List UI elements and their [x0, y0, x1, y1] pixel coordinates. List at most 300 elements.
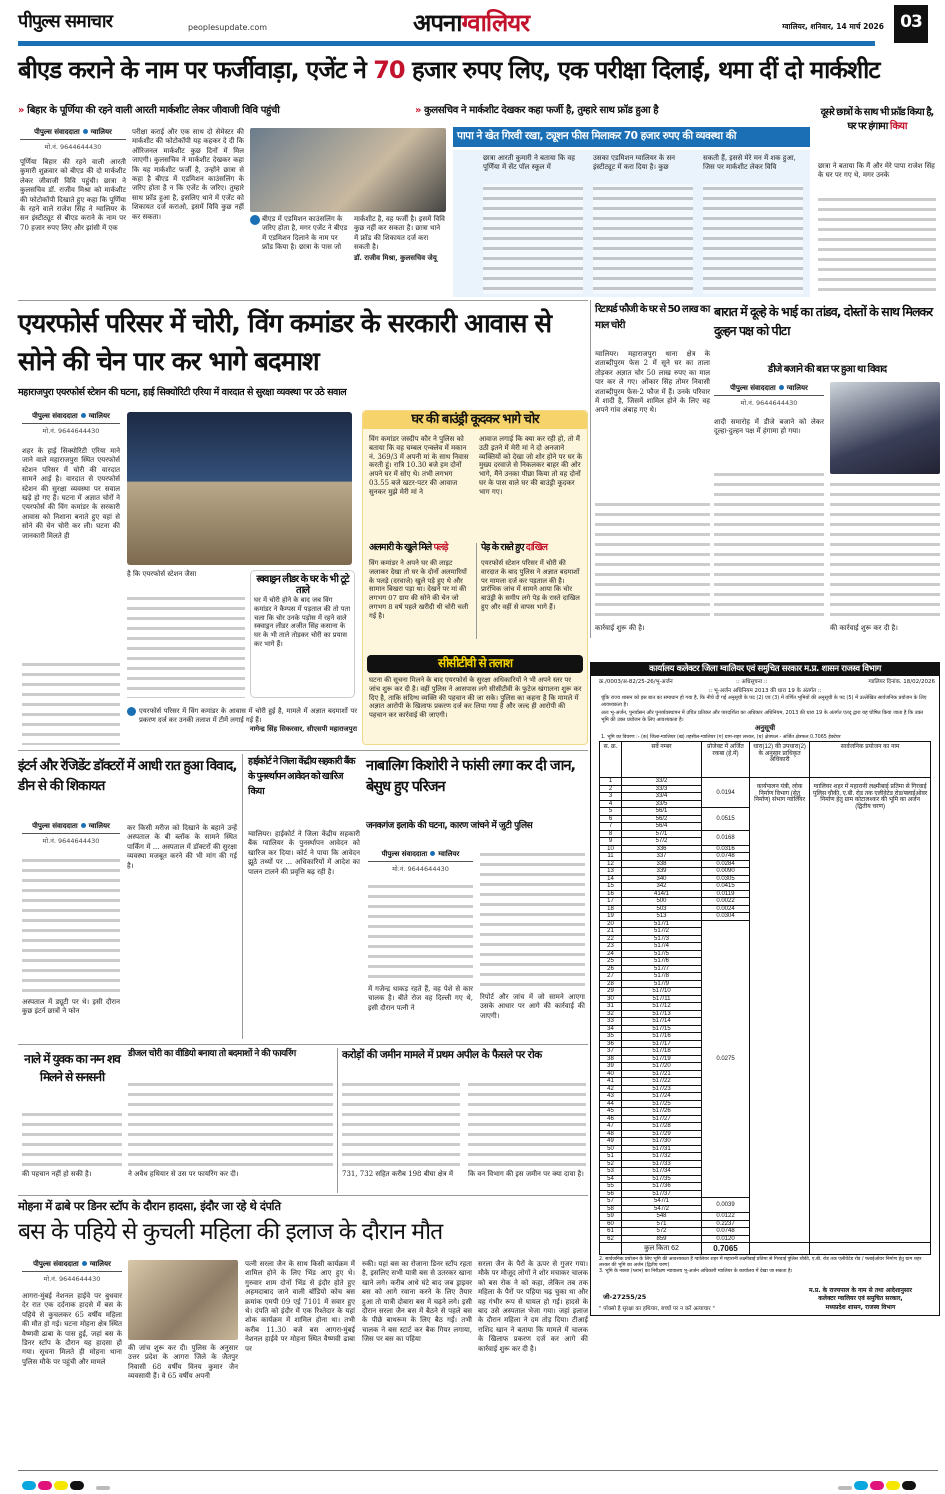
ped-text: एयरफोर्स स्टेशन परिसर में चोरी की वारदात के बाद पुलिस ने अज्ञात बदमाशों पर मामला दर्ज कर पड़ताल की है। प्रारंभिक जांच में सामने आया कि चोर बाउंड्री के समीप लगे पेड़ के रास्ते दाखिल हुए और वहीं से वापस भागे हैं। — [481, 559, 580, 611]
court-headline: हाईकोर्ट ने जिला केंद्रीय सहकारी बैंक के पुनर्स्थापन आवेदन को खारिज किया — [248, 756, 355, 797]
side-headline — [818, 106, 936, 134]
dot-icon — [779, 385, 784, 390]
lead-sub1: बिहार के पूर्णिया की रहने वाली आरती मार्कशीट लेकर जीवाजी विवि पहुंची — [27, 105, 280, 116]
lead-banner: पापा ने खेत गिरवी रखा, ट्यूशन फीस मिलाकर 70 हजार रुपए की व्यवस्था की — [453, 127, 810, 147]
area-cell: 0.0022 — [702, 898, 750, 906]
fauji-end: कार्रवाई शुरू की है। — [595, 624, 645, 632]
almari-text: विंग कमांडर ने अपने घर की लाइट जलाकर देखा तो घर के दोनों अलमारियों के पलड़े (दरवाजे) खुले पड़े हुए थे और सामान बिखरा पड़ा था। देखने पर मां की लगभग 07 ग्राम की सोने की चेन जो लगभग 8 वर्ष पहले खरीदी थी चोरी चली गई है। — [369, 559, 469, 620]
survey-cell: 517/33 — [622, 1160, 702, 1168]
area-cell: 0.0305 — [702, 875, 750, 883]
cyan-mark — [854, 1481, 868, 1490]
divider — [18, 750, 588, 751]
area-cell: 0.0275 — [702, 920, 750, 1198]
girl-headline: नाबालिग किशोरी ने फांसी लगा कर दी जान, बेसुध हुए परिजन — [366, 758, 575, 795]
arrow-icon: » — [18, 105, 25, 116]
intern-headline: इंटर्न और रेजिडेंट डॉक्टरों में आधी रात हुआ विवाद, डीन से की शिकायत — [18, 758, 237, 794]
byline-city: ग्वालियर — [786, 384, 808, 392]
divider — [476, 543, 477, 639]
survey-cell: 503 — [622, 905, 702, 913]
serial-cell: 18 — [600, 905, 622, 913]
survey-cell: 337 — [622, 853, 702, 861]
lead-col1: पूर्णिया बिहार की रहने वाली आरती कुमारी शुक्रवार को बीएड की दो मार्कशीट लेकर जीवाजी विवि पहुंची। छात्रा ने कुलसचिव डॉ. राजीव मिश्रा को मार्कशीट की फोटोकॉपी दिखाते हुए कहा कि पूर्णिया के रहने वाले राजेश सिंह ने ग्वालियर के सन इंस्टीट्यूट से बीएड कराने के नाम पर 70 हजार रुपए लिए और झांसी में एक — [20, 158, 126, 232]
box-title: घर की बाउंड्री कूदकर भागे चोर — [363, 411, 587, 429]
banner-box — [453, 150, 810, 297]
girl-body2: रिपोर्ट और जांच में जो सामने आएगा उसके आधार पर आगे की कार्रवाई की जाएगी। — [480, 993, 585, 1020]
text-lines — [22, 1110, 122, 1166]
serial-cell: 5 — [600, 808, 622, 816]
survey-cell: 517/15 — [622, 1025, 702, 1033]
serial-cell: 12 — [600, 860, 622, 868]
lead-byline-block — [20, 128, 126, 151]
lead-subhead-1 — [18, 105, 413, 116]
survey-cell: 517/19 — [622, 1055, 702, 1063]
byline-city: ग्वालियर — [438, 850, 460, 858]
byline-name: पीपुल्स संवाददाता — [32, 822, 78, 830]
area-cell: 0.0304 — [702, 913, 750, 921]
notice-label: :: अधिसूचना :: — [736, 679, 768, 686]
notice-schedule: अनुसूची — [754, 724, 776, 733]
lead-col2: परीक्षा कराई और एक साथ दो सेमेस्टर की मार्कशीट की फोटोकॉपी यह कहकर दे दी कि ऑरिजनल मार्कशीट कुछ दिनों में मिल जाएगी। कुलसचिव ने मार्कशीट देखकर कहा कि यह मार्कशीट फर्जी है, उन्होंने छात्रा से कहा है बीएड में एडमिशन काउंसलिंग के जरिए होता है न कि एजेंट के जरिए। तुम्हारे साथ फ्रॉड हुआ है, इसलिए थाने में एजेंट को शिकायत दर्ज कराओ, इसमें विवि कुछ नहीं कर सकता। — [132, 128, 244, 221]
survey-cell: 56/1 — [622, 808, 702, 816]
serial-cell: 40 — [600, 1070, 622, 1078]
serial-cell: 55 — [600, 1183, 622, 1191]
survey-cell: 342 — [622, 883, 702, 891]
notice-table-wrap — [591, 741, 939, 1255]
survey-cell: 517/30 — [622, 1138, 702, 1146]
area-cell: 0.0194 — [702, 778, 750, 808]
almari-head — [369, 543, 475, 553]
survey-cell: 517/35 — [622, 1175, 702, 1183]
serial-cell: 17 — [600, 898, 622, 906]
court-body: ग्वालियर। हाईकोर्ट ने जिला केंद्रीय सहकारी बैंक ग्वालियर के पुनर्स्थापन आवेदन को खारिज कर दिया। कोर्ट ने पाया कि आवेदन झूठे तथ्यों पर ... अधिकारियों में आदेश का पालन टालने की प्रवृत्ति बढ़ रही है। — [248, 830, 360, 876]
drain-end: की पहचान नहीं हो सकी है। — [22, 1170, 92, 1178]
divider — [18, 300, 588, 301]
survey-cell: 338 — [622, 860, 702, 868]
bus-kicker: मोहना में ढाबे पर डिनर स्टॉप के दौरान हादसा, इंदौर जा रहे थे दंपति — [18, 1199, 281, 1213]
serial-cell: 61 — [600, 1228, 622, 1236]
survey-cell: 517/16 — [622, 1033, 702, 1041]
quote-text: एयरफोर्स परिसर में विंग कमांडर के आवास में चोरी हुई है, मामले में अज्ञात बदमाशों पर प्रकरण दर्ज कर उनकी तलाश में टीमें लगाई गई हैं। — [139, 707, 357, 724]
side-head-b: किया — [889, 121, 907, 132]
serial-cell: 35 — [600, 1033, 622, 1041]
lead-headline-b: हजार रुपए लिए, एक परीक्षा दिलाई, थमा दीं दो मार्कशीट — [404, 56, 880, 84]
survey-cell: 517/10 — [622, 988, 702, 996]
survey-cell: 500 — [622, 898, 702, 906]
yellow-mark — [54, 1481, 68, 1490]
airforce-headline: एयरफोर्स परिसर में चोरी, विंग कमांडर के सरकारी आवास से सोने की चेन पार कर भागे बदमाश — [18, 309, 552, 377]
area-cell: 0.0515 — [702, 808, 750, 831]
survey-cell: 513 — [622, 913, 702, 921]
text-lines — [830, 480, 940, 620]
leader-title: स्क्वाड्रन लीडर के घर के भी टूटे ताले — [256, 574, 349, 596]
banner-col3: सकती हैं, इससे मेरे मन में शक हुआ, जिस पर मार्कशीट लेकर विवि — [703, 154, 796, 172]
survey-cell: 57/2 — [622, 838, 702, 846]
serial-cell: 42 — [600, 1085, 622, 1093]
website-link[interactable]: peoplesupdate.com — [188, 23, 268, 32]
column-header: स. क्र. — [600, 742, 622, 778]
serial-cell: 44 — [600, 1100, 622, 1108]
serial-cell: 1 — [600, 778, 622, 786]
lead-photo — [250, 128, 446, 212]
survey-cell: 517/27 — [622, 1115, 702, 1123]
divider — [18, 1044, 588, 1045]
serial-cell: 43 — [600, 1093, 622, 1101]
quote-author: डॉ. राजीव मिश्रा, कुलसचिव जेयू — [354, 252, 437, 262]
blank-cell — [810, 1243, 931, 1255]
burglar-illustration — [127, 412, 352, 565]
text-lines — [368, 882, 473, 982]
serial-cell: 62 — [600, 1235, 622, 1243]
lead-subhead-2 — [415, 105, 810, 116]
text-lines — [714, 470, 824, 620]
fauji-body: ग्वालियर। महाराजपुरा थाना क्षेत्र के शताब्दीपुरम फेस 2 में सूने घर का ताला तोड़कर अज्ञात चोर 50 लाख रुपए का माल पार कर ले गए। ओंकार सिंह तोमर निवासी शताब्दीपुरम फेस-2 फौज में हैं। उनके परिवार में शादी है, जिसमें शामिल होने के लिए वह अपने गांव अंबाह गए थे। — [595, 350, 710, 415]
survey-cell: 517/18 — [622, 1048, 702, 1056]
serial-cell: 19 — [600, 913, 622, 921]
quote-right — [354, 215, 446, 262]
serial-cell: 59 — [600, 1213, 622, 1221]
survey-cell: 517/17 — [622, 1040, 702, 1048]
area-cell: 0.0415 — [702, 883, 750, 891]
survey-cell: 859 — [622, 1235, 702, 1243]
black-mark — [70, 1481, 84, 1490]
accident-photo — [128, 1260, 238, 1340]
survey-cell: 571 — [622, 1220, 702, 1228]
survey-cell: 33/5 — [622, 800, 702, 808]
notice-ref: क्र./0003/अ-82/25-26/भू-अर्जन — [599, 679, 673, 686]
serial-cell: 11 — [600, 853, 622, 861]
serial-cell: 29 — [600, 988, 622, 996]
byline-name: पीपुल्स संवाददाता — [381, 850, 428, 858]
serial-cell: 30 — [600, 995, 622, 1003]
serial-cell: 3 — [600, 793, 622, 801]
lead-headline-num: 70 — [373, 56, 405, 84]
serial-cell: 28 — [600, 980, 622, 988]
area-cell: 0.0168 — [702, 830, 750, 845]
cyan-mark — [22, 1481, 36, 1490]
survey-cell: 33/2 — [622, 778, 702, 786]
notice-act: :: भू-अर्जन अधिनियम 2013 की धारा 19 के अंतर्गत :: — [708, 688, 822, 695]
survey-cell: 517/37 — [622, 1190, 702, 1198]
airforce-body: शहर के हाई सिक्योरिटी एरिया माने जाने वाले महाराजपुरा स्थित एयरफोर्स स्टेशन परिसर में चोरी की वारदात सामने आई है। वारदात से एयरफोर्स स्टेशन की सुरक्षा व्यवस्था पर सवाल खड़े हो गए हैं। घटना में अज्ञात चोरों ने एयरफोर्स की विंग कमांडर के सरकारी आवास को निशाना बनाते हुए वहां से सोने की चेन चोरी कर ली। घटना की जानकारी मिलते ही — [22, 447, 120, 540]
serial-cell: 13 — [600, 868, 622, 876]
byline — [22, 822, 120, 834]
byline-city: ग्वालियर — [88, 412, 110, 420]
arrow-icon: » — [415, 105, 422, 116]
baraat-photo — [830, 382, 940, 474]
serial-cell: 10 — [600, 845, 622, 853]
survey-cell: 517/8 — [622, 973, 702, 981]
text-lines — [127, 594, 245, 698]
airforce-quote — [127, 707, 357, 733]
grey-mark — [96, 1486, 110, 1490]
text-lines — [593, 184, 693, 294]
girl-subhead: जनकगंज इलाके की घटना, कारण जांचने में जुटी पुलिस — [366, 821, 533, 831]
baraat-end: की कार्रवाई शुरू कर दी है। — [830, 624, 898, 632]
survey-cell: 33/3 — [622, 785, 702, 793]
serial-cell: 31 — [600, 1003, 622, 1011]
almari-head-b: पलड़े — [433, 542, 448, 553]
black-mark — [902, 1481, 916, 1490]
dot-icon — [430, 851, 435, 856]
survey-cell: 339 — [622, 868, 702, 876]
magenta-mark — [38, 1481, 52, 1490]
sign-line3: मध्यप्रदेश शासन, राजस्व विभाग — [825, 1303, 896, 1311]
column-header: धारा(12) की उपधारा(2) के अनुसार प्राधिकृत अधिकारी — [750, 742, 810, 778]
notice-signature — [788, 1287, 933, 1313]
area-cell: 0.0024 — [702, 905, 750, 913]
survey-cell: 517/28 — [622, 1123, 702, 1131]
baraat-body: शादी समारोह में डीजे बजाने को लेकर दूल्हा-दुल्हन पक्ष में हंगामा हो गया। — [714, 418, 824, 436]
area-cell: 0.2237 — [702, 1220, 750, 1228]
banner-col2: उसका एडमिशन ग्वालियर के सन इंस्टीट्यूट में करा दिया है। कुछ — [593, 154, 676, 172]
survey-cell: 572 — [622, 1228, 702, 1236]
section-prefix: अपना — [413, 9, 462, 37]
masthead — [18, 10, 928, 44]
serial-cell: 32 — [600, 1010, 622, 1018]
divider — [337, 1048, 338, 1193]
mobile-number: मो.नं. 9644644430 — [42, 837, 100, 845]
survey-cell: 548 — [622, 1213, 702, 1221]
chor-box — [362, 410, 588, 745]
serial-cell: 15 — [600, 883, 622, 891]
serial-cell: 47 — [600, 1123, 622, 1131]
notice-refline — [591, 676, 939, 686]
serial-cell: 38 — [600, 1055, 622, 1063]
survey-cell: 517/31 — [622, 1145, 702, 1153]
diesel-headline: डीजल चोरी का वीडियो बनाया तो बदमाशों ने की फायरिंग — [128, 1049, 296, 1059]
survey-cell: 547/1 — [622, 1198, 702, 1206]
dot-icon — [83, 129, 88, 134]
survey-cell: 517/11 — [622, 995, 702, 1003]
quote-text-a: बीएड में एडमिशन काउंसलिंग के जरिए होता है, मगर एजेंट ने बीएड में एडमिशन दिलाने के नाम पर फ्रॉड किया है। छात्रा के पास जो — [262, 215, 348, 252]
leader-box — [250, 570, 355, 698]
bus-col4: रुकी। यहां बस का रोजाना डिनर स्टॉप रहता है, इसलिए सभी यात्री बस से उतरकर खाना खाने लगे। करीब आधे घंटे बाद जब ड्राइवर बस को आगे रवाना करने के लिए तैयार हुआ तो यात्री दोबारा बस में चढ़ने लगे। इसी दौरान सरला जैन बस में बैठने से पहले बस के पीछे बाथरूम के लिए बैठ गईं। तभी चालक ने बस स्टार्ट कर बैक गियर लगाया, जिस पर बस का पहिया — [362, 1260, 472, 1344]
serial-cell: 60 — [600, 1220, 622, 1228]
bus-headline: बस के पहिये से कुचली महिला की इलाज के दौरान मौत — [18, 1219, 443, 1245]
serial-cell: 20 — [600, 920, 622, 928]
notice-title: कार्यालय कलेक्टर जिला ग्वालियर एवं समुचित सरकार म.प्र. शासन राजस्व विभाग — [591, 663, 939, 676]
survey-cell: 517/7 — [622, 965, 702, 973]
survey-cell: 57/1 — [622, 830, 702, 838]
sign-line1: म.प्र. के राज्यपाल के नाम से तथा आदेशानुसार — [808, 1286, 913, 1294]
byline-name: पीपुल्स संवाददाता — [32, 412, 78, 420]
area-cell: 0.0119 — [702, 890, 750, 898]
baraat-subhead: डीजे बजाने की बात पर हुआ था विवाद — [767, 364, 887, 375]
survey-cell: 517/24 — [622, 1093, 702, 1101]
area-cell: 0.0039 — [702, 1198, 750, 1213]
divider — [590, 300, 591, 638]
dot-icon — [81, 413, 86, 418]
survey-cell: 517/4 — [622, 943, 702, 951]
table-header — [600, 742, 931, 778]
serial-cell: 50 — [600, 1145, 622, 1153]
serial-cell: 53 — [600, 1168, 622, 1176]
area-cell: 0.0748 — [702, 853, 750, 861]
survey-cell: 517/25 — [622, 1100, 702, 1108]
notice-para2: अतः भू-अर्जन, पुनर्वासन और पुनर्व्यवस्थापन में उचित प्रतिकर और पारदर्शिता का अधिकार अधिनियम, 2013 की धारा 19 के अंतर्गत एतद् द्वारा यह घोषित किया जाता है कि उक्त भूमि की उक्त प्रयोजन के लिए आवश्यकता है। — [601, 710, 924, 723]
serial-cell: 36 — [600, 1040, 622, 1048]
serial-cell: 6 — [600, 815, 622, 823]
area-cell: 0.0120 — [702, 1235, 750, 1243]
serial-cell: 39 — [600, 1063, 622, 1071]
officer-cell: कार्यपालन यंत्री, लोक निर्माण विभाग (सेतु निर्माण) संभाग ग्वालियर — [750, 778, 810, 1243]
survey-table — [599, 741, 931, 1255]
sign-line2: कलेक्टर ग्वालियर एवं समुचित सरकार, — [818, 1295, 903, 1303]
column-header: सर्वे नम्बर — [622, 742, 702, 778]
blank-cell — [600, 1243, 622, 1255]
total-value: 0.7065 — [702, 1243, 750, 1255]
survey-cell: 517/20 — [622, 1063, 702, 1071]
drain-headline: नाले में युवक का नग्न शव मिलने से सनसनी — [24, 1052, 120, 1084]
serial-cell: 21 — [600, 928, 622, 936]
byline-name: पीपुल्स संवाददाता — [34, 128, 80, 136]
serial-cell: 27 — [600, 973, 622, 981]
notice-note3: 3. भूमि के नक्शा (प्लान) का निरीक्षण न्यायालय भू-अर्जन अधिकारी ग्वालियर के कार्यालय में देखा जा सकता है। — [599, 1269, 793, 1275]
table-row — [600, 778, 931, 786]
mobile-number: मो.नं. 9644644430 — [43, 1275, 101, 1283]
serial-cell: 57 — [600, 1198, 622, 1206]
bus-byline-block — [22, 1260, 122, 1283]
text-lines — [818, 195, 936, 295]
serial-cell: 52 — [600, 1160, 622, 1168]
survey-cell: 517/26 — [622, 1108, 702, 1116]
text-lines — [22, 660, 120, 745]
section-city: ग्वालियर — [461, 9, 530, 37]
byline — [22, 1260, 122, 1272]
byline — [368, 850, 473, 862]
side-head-a: दूसरे छात्रों के साथ भी फ्रॉड किया है, घर पर हंगामा — [820, 107, 934, 132]
leader-text: घर में चोरी होने के बाद जब विंग कमांडर ने कैम्पस में पड़ताल की तो पता चला कि चोर उनके पड़ोस में रहने वाले स्क्वाड्रन लीडर अजीत सिंह कसाना के घर के भी ताले तोड़कर चोरी का प्रयास कर भागे हैं। — [254, 596, 351, 648]
box-col2: आवाज लगाई कि क्या कर रही हो, तो मैं उठी इतने में मेरी मां ने दो अनजाने व्यक्तियों को देखा जो शोर होने पर घर के मुख्य दरवाजे से निकलकर बाहर की ओर भागे, मैंने उनका पीछा किया तो वह दोनों घर के पास वाले घर की बाउंड्री कूदकर भाग गए। — [479, 435, 583, 496]
newspaper-logo: पीपुल्स समाचार — [18, 11, 112, 32]
ped-head — [481, 543, 585, 553]
survey-cell: 517/29 — [622, 1130, 702, 1138]
airforce-subhead: महाराजपुरा एयरफोर्स स्टेशन की घटना, हाई सिक्योरिटी एरिया में वारदात से सुरक्षा व्यवस्था पर उठे सवाल — [18, 387, 347, 398]
mobile-number: मो.नं. 9644644430 — [740, 399, 798, 407]
byline — [714, 384, 824, 396]
baraat-byline-block — [714, 384, 824, 407]
land-headline: करोड़ों की जमीन मामले में प्रथम अपील के फैसले पर रोक — [342, 1049, 542, 1061]
masthead-rule — [18, 41, 875, 46]
lead-headline — [18, 57, 933, 83]
survey-cell: 56/2 — [622, 815, 702, 823]
text-lines — [468, 1080, 586, 1166]
diesel-end: ने अवैध हथियार से उस पर फायरिंग कर दी। — [128, 1170, 239, 1178]
cctv-bar: सीसीटीवी से तलाश — [367, 655, 583, 673]
grey-mark — [838, 1486, 852, 1490]
serial-cell: 4 — [600, 800, 622, 808]
area-cell: 0.0748 — [702, 1228, 750, 1236]
serial-cell: 48 — [600, 1130, 622, 1138]
quote-author: नागेन्द्र सिंह सिकरवार, सीएसपी महाराजपुरा — [249, 724, 357, 733]
notice-land: 1. भूमि का विवरण :- (क) जिला-ग्वालियर (ख) तहसील-ग्वालियर (ग) ग्राम-शहर लश्कर, (घ) क्षेत्रफल - अर्जित क्षेत्रफल 0.7065 हेक्टेयर — [601, 735, 841, 741]
mobile-number: मो.नं. 9644644430 — [44, 143, 102, 151]
column-header: सार्वजनिक प्रयोजन का नाम — [810, 742, 931, 778]
text-lines — [128, 1080, 333, 1166]
survey-cell: 517/6 — [622, 958, 702, 966]
survey-cell: 517/5 — [622, 950, 702, 958]
serial-cell: 56 — [600, 1190, 622, 1198]
serial-cell: 25 — [600, 958, 622, 966]
notice-para1: चूंकि राज्य शासन को इस बात का समाधान हो गया है, कि नीचे दी गई अनुसूची के पद (2) एवं (3) में वर्णित भूमियों की अनुसूची के पद (5) में उल्लेखित सार्वजनिक प्रयोजन के लिए आवश्यकता है। — [601, 695, 927, 708]
survey-cell: 517/22 — [622, 1078, 702, 1086]
text-lines — [480, 850, 585, 990]
text-lines — [22, 856, 120, 996]
serial-cell: 33 — [600, 1018, 622, 1026]
survey-cell: 517/1 — [622, 920, 702, 928]
bus-col2: की जांच शुरू कर दी। पुलिस के अनुसार उत्तर प्रदेश के आगरा जिले के जैतपुर निवासी 68 वर्षीय विनय कुमार जैन व्यवसायी हैं। वे 65 वर्षीय अपनी — [128, 1344, 238, 1381]
total-row — [600, 1243, 931, 1255]
serial-cell: 34 — [600, 1025, 622, 1033]
serial-cell: 49 — [600, 1138, 622, 1146]
purpose-cell: ग्वालियर शहर में महारानी लक्ष्मीबाई प्रतिमा से गिरवाई पुलिस चौकी, ए.बी. रोड तक एलीवेटेड रोड/फ्लाईओवर निर्माण हेतु ग्राम कोटालश्कर की भूमि का अर्जन (द्वितीय चरण) — [810, 778, 931, 1243]
notice-code: जी-27255/25 — [603, 1293, 647, 1302]
box-col1: विंग कमांडर जस्दीप कौर ने पुलिस को बताया कि वह चम्बल एन्क्लेव में मकान नं. 369/3 में अपनी मां के साथ निवास करती हूं। रात्रि 10.30 बजे हम दोनों अपने घर में सोए थे। तभी लगभग 03.55 बजे खटर-पटर की आवाज सुनकर मुझे मेरी मां ने — [369, 435, 469, 496]
banner-col1: छात्रा आरती कुमारी ने बताया कि वह पूर्णिया में सेंट पॉल स्कूल में — [483, 154, 575, 172]
bus-col5: सरला जैन के पैरों के ऊपर से गुजर गया। मौके पर मौजूद लोगों ने शोर मचाकर चालक को बस रोक ने को कहा, लेकिन तब तक महिला के पैरों पर पहिया चढ़ चुका था और वह गंभीर रूप से घायल हो गई। हादसे के बाद उसे अस्पताल भेजा गया। जहां इलाज के दौरान महिला ने दम तोड़ दिया। टीआई राशिद खान ने बताया कि मामले में चालक के खिलाफ प्रकरण दर्ज कर आगे की कार्रवाई शुरू कर दी है। — [478, 1260, 588, 1353]
serial-cell: 24 — [600, 950, 622, 958]
lead-headline-a: बीएड कराने के नाम पर फर्जीवाड़ा, एजेंट ने — [18, 56, 374, 84]
dot-icon — [82, 1261, 87, 1266]
registration-marks-left — [22, 1475, 112, 1494]
total-label: कुल किता 62 — [622, 1243, 702, 1255]
page-number: 03 — [894, 5, 928, 43]
column-header: प्रोजेक्ट में अर्जित रकबा (हे.में) — [702, 742, 750, 778]
baraat-headline: बारात में दूल्हे के भाई का तांडव, दोस्तों के साथ मिलकर दुल्हन पक्ष को पीटा — [714, 304, 933, 338]
survey-cell: 517/14 — [622, 1018, 702, 1026]
divider — [18, 1470, 938, 1471]
dateline: ग्वालियर, शनिवार, 14 मार्च 2026 — [782, 22, 884, 31]
text-lines — [483, 184, 583, 294]
serial-cell: 37 — [600, 1048, 622, 1056]
airforce-byline-block — [22, 412, 120, 435]
yellow-mark — [886, 1481, 900, 1490]
area-cell: 0.0316 — [702, 845, 750, 853]
mobile-number: मो.नं. 9644644430 — [392, 865, 449, 873]
serial-cell: 8 — [600, 830, 622, 838]
serial-cell: 9 — [600, 838, 622, 846]
area-cell: 0.0090 — [702, 868, 750, 876]
area-cell: 0.0122 — [702, 1213, 750, 1221]
serial-cell: 46 — [600, 1115, 622, 1123]
land-end2: कि वन विभाग की इस जमीन पर क्या दावा है। — [468, 1170, 584, 1178]
survey-cell: 414/1 — [622, 890, 702, 898]
mobile-number: मो.नं. 9644644430 — [42, 427, 100, 435]
bus-col1: आगरा-मुंबई नेशनल हाईवे पर बुधवार देर रात एक दर्दनाक हादसे में बस के पहिये से कुचलकर 65 वर्षीय महिला की मौत हो गई। घटना मोहना क्षेत्र स्थित वैष्णवी ढाबा के पास हुई, जहां बस के डिनर स्टॉप के दौरान यह हादसा हो गया। सूचना मिलते ही मोहना थाना पुलिस मौके पर पहुंची और मामले — [22, 1292, 122, 1366]
byline-city: ग्वालियर — [89, 1260, 111, 1268]
serial-cell: 41 — [600, 1078, 622, 1086]
quote-text-b: मार्कशीट है, वह फर्जी है। इसमें विवि कुछ नहीं कर सकता है। छात्रा थाने में फ्रॉड की शिकायत दर्ज करा सकती है। — [354, 215, 445, 252]
bus-col3: पत्नी सरला जैन के साथ किसी कार्यक्रम में शामिल होने के लिए भिंड आए हुए थे। गुरुवार शाम दोनों भिंड से इंदौर होते हुए अहमदाबाद जाने वाली बॉडियो कोच बस क्रमांक एमपी 09 एई 7101 में सवार हुए थे। दंपति को इंदौर में एक रिश्तेदार के यहां शोक कार्यक्रम में शामिल होना था। तभी करीब 11.30 बजे बस आगरा-मुंबई नेशनल हाईवे पर मोहना स्थित वैष्णवी ढाबा पर — [245, 1260, 355, 1353]
serial-cell: 51 — [600, 1153, 622, 1161]
byline-name: पीपुल्स संवाददाता — [730, 384, 776, 392]
serial-cell: 45 — [600, 1108, 622, 1116]
land-end: 731, 732 सहित करीब 198 बीघा क्षेत्र में — [342, 1170, 454, 1178]
divider — [242, 754, 243, 1039]
almari-head-a: अलमारी के खुले मिले — [369, 542, 434, 553]
cctv-text: घटना की सूचना मिलने के बाद एयरफोर्स के सुरक्षा अधिकारियों ने भी अपने स्तर पर जांच शुरू कर दी है। वहीं पुलिस ने आसपास लगे सीसीटीवी के फुटेज खंगालना शुरू कर दिए है, ताकि संदिग्ध व्यक्ति की पहचान की जा सके। पुलिस का कहना है कि मामले में अज्ञात आरोपी के खिलाफ प्रकरण दर्ज कर लिया गया है और जल्द ही आरोपी की पहचान कर कार्रवाई की जाएगी। — [369, 676, 582, 720]
girl-body: में गजेन्द्र धाकड़ रहते हैं, वह पेशे से कार चालक है। बीते रोज वह दिल्ली गए थे, इसी दौरान पत्नी ने — [368, 985, 473, 1012]
intern-body2: कर किसी मरीज को दिखाने के बहाने उन्हें अस्पताल के बी ब्लॉक के सामने स्थित पार्किंग में ... अस्पताल में डॉक्टरों की सुरक्षा व्यवस्था मजबूत करने की भी मांग की गई है। — [127, 824, 237, 870]
survey-cell: 517/9 — [622, 980, 702, 988]
survey-cell: 517/21 — [622, 1070, 702, 1078]
survey-cell: 517/3 — [622, 935, 702, 943]
serial-cell: 54 — [600, 1175, 622, 1183]
survey-cell: 517/36 — [622, 1183, 702, 1191]
blank-cell — [750, 1243, 810, 1255]
byline-city: ग्वालियर — [88, 822, 110, 830]
serial-cell: 14 — [600, 875, 622, 883]
